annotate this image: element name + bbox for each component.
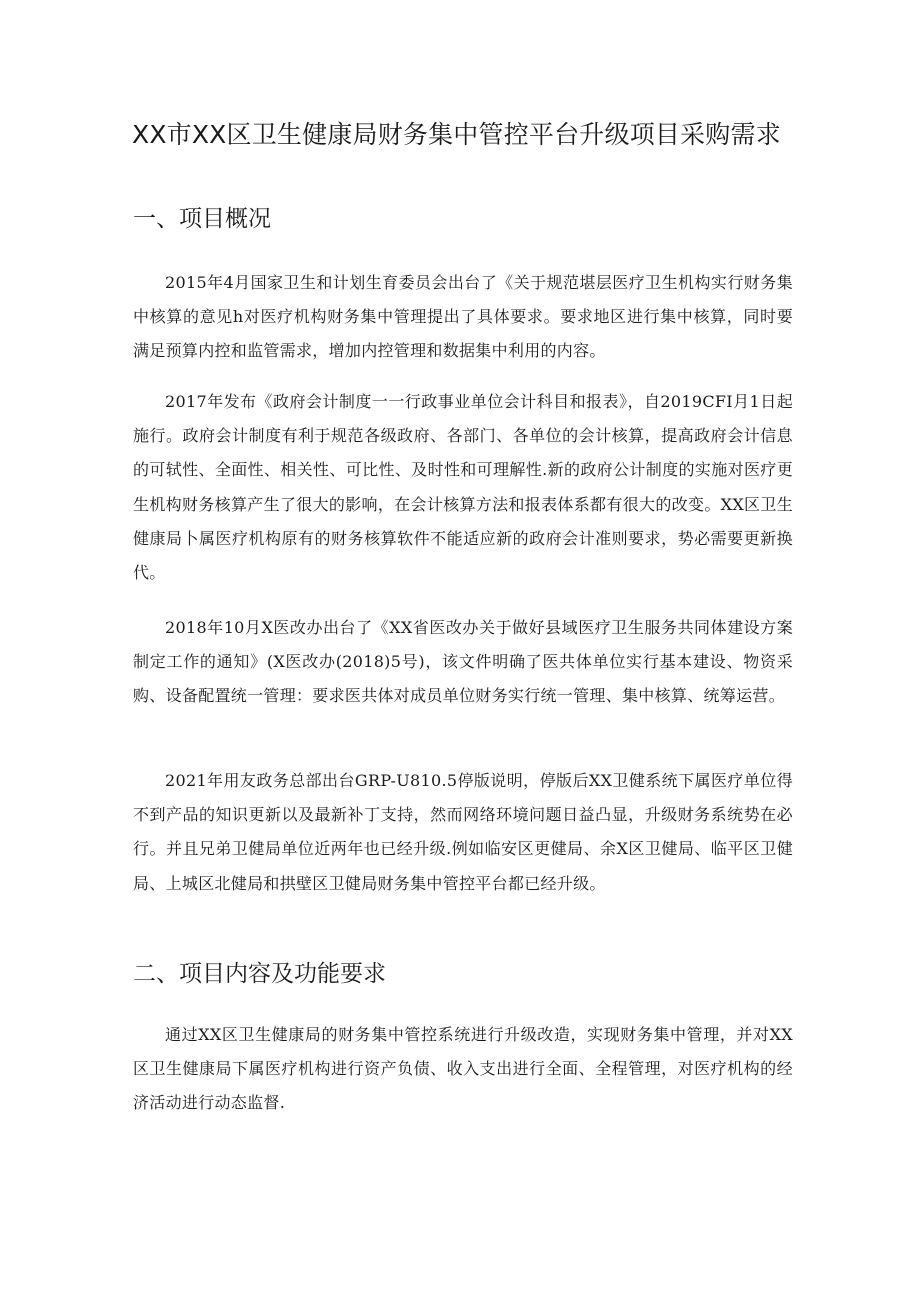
document-title: XX市XX区卫生健康局财务集中管控平台升级项目采购需求 xyxy=(132,120,781,149)
section-heading-project-content: 二、项目内容及功能要求 xyxy=(133,961,386,987)
section-heading-project-overview: 一、项目概况 xyxy=(133,206,271,232)
paragraph: 2021年用友政务总部出台GRP-U810.5停版说明，停版后XX卫健系统下属医疗单位得不到产品的知识更新以及最新补丁支持，然而网络环境问题日益凸显，升级财务系统势在必行。并且兄弟卫健局单位近两年也已经升级.例如临安区更健局、余X区卫健局、临平区卫健局、上城区北健局和拱壁区卫健局财务集中管控平台都已经升级。 xyxy=(133,771,793,893)
paragraph: 2017年发布《政府会计制度一一行政事业单位会计科目和报表》，自2019CFI月1日起施行。政府会计制度有利于规范各级政府、各部门、各单位的会计核算，提高政府会计信息的可轼性、全面性、相关性、可比性、及时性和可理解性.新的政府公计制度的实施对医疗更生机构财务核算产生了很大的影响，在会计核算方法和报表体系都有很大的改变。XX区卫生健康局卜属医疗机构原有的财务核算软件不能适应新的政府会计准则要求，势必需要更新换代。 xyxy=(133,392,793,583)
paragraph: 2015年4月国家卫生和计划生育委员会出台了《关于规范堪层医疗卫生机构实行财务集中核算的意见h对医疗机构财务集中管理提出了具体要求。要求地区进行集中核算，同时要满足预算内控和监管需求，增加内控管理和数据集中利用的内容。 xyxy=(133,273,793,361)
paragraph: 通过XX区卫生健康局的财务集中管控系统进行升级改造，实现财务集中管理，并对XX区卫生健康局下属医疗机构进行资产负债、收入支出进行全面、全程管理，对医疗机构的经济活动进行动态监督. xyxy=(133,1025,793,1113)
paragraph: 2018年10月X医改办出台了《XX省医改办关于做好县域医疗卫生服务共同体建设方案制定工作的通知》(X医改办(2018)5号)，该文件明确了医共体单位实行基本建设、物资采购、设备配置统一管理：要求医共体对成员单位财务实行统一管理、集中核算、统筹运营。 xyxy=(133,618,793,706)
